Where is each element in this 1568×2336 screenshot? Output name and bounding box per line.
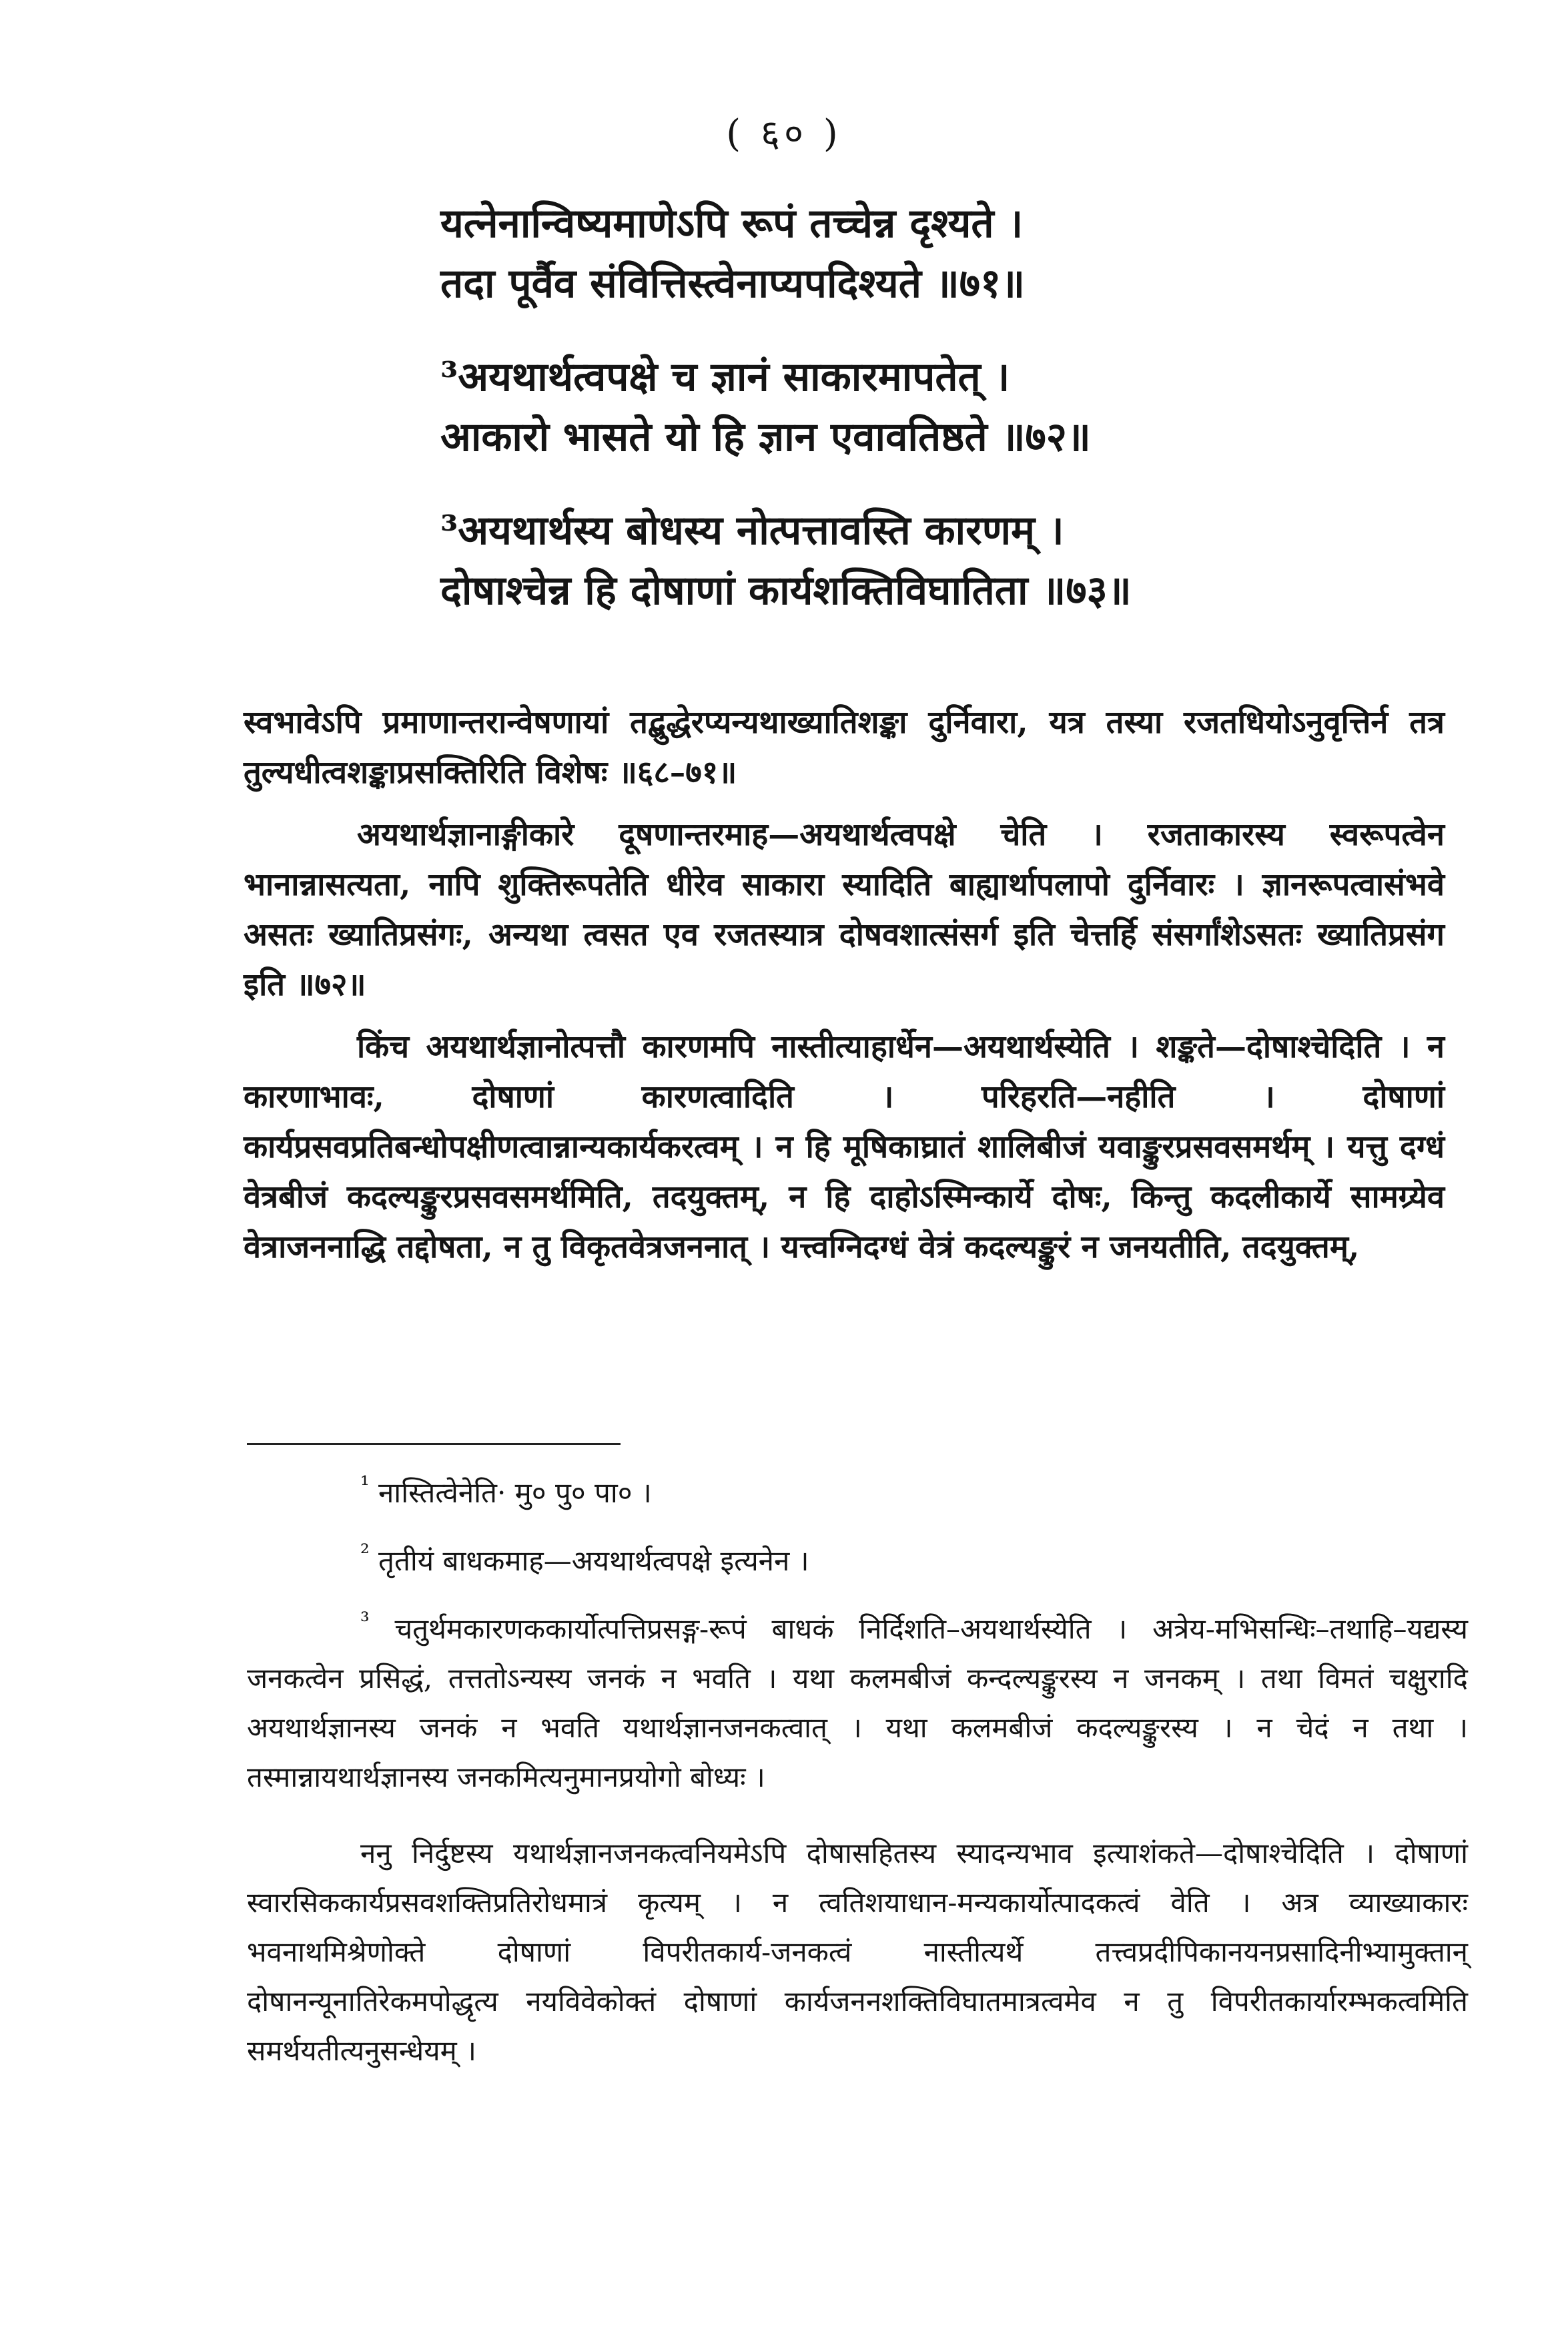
verse-line: ³अयथार्थत्वपक्षे च ज्ञानं साकारमापतेत् । xyxy=(440,354,1010,400)
footnote-mark: ² xyxy=(360,1540,370,1566)
commentary-paragraph: किंच अयथार्थज्ञानोत्पत्तौ कारणमपि नास्तीत्याहार्धेन—अयथार्थस्येति । शङ्कते—दोषाश्चेदिति । न कारणाभावः, दोषाणां कारणत्वादिति । परिहरति—नहीति । दोषाणां कार्यप्रसवप्रतिबन्धोपक्षीणत्वान्नान्यकार्यकरत्वम् । न हि मूषिकाघ्रातं शालिबीजं यवाङ्कुरप्रसवसमर्थम् । यत्तु दग्धं वेत्रबीजं कदल्यङ्कुरप्रसवसमर्थमिति, तदयुक्तम्, न हि दाहोऽस्मिन्कार्ये दोषः, किन्तु कदलीकार्ये सामग्र्येव वेत्राजननाद्धि तद्दोषता, न तु विकृतवेत्रजननात् । यत्त्वग्निदग्धं वेत्रं कदल्यङ्कुरं न जनयतीति, तदयुक्तम्, xyxy=(244,1029,1445,1265)
verse-line: तदा पूर्वैव संवित्तिस्त्वेनाप्यपदिश्यते ॥७१॥ xyxy=(440,260,1026,307)
footnote-text: तृतीयं बाधकमाह—अयथार्थत्वपक्षे इत्यनेन । xyxy=(378,1544,809,1577)
footnote xyxy=(247,1604,1468,1802)
footnote-text: नास्तित्वेनेति· मु० पु० पा० । xyxy=(378,1476,652,1509)
footnote-text: चतुर्थमकारणककार्योत्पत्तिप्रसङ्ग-रूपं बाधकं निर्दिशति–अयथार्थस्येति । अत्रेय-मभिसन्धिः–तथाहि–यद्यस्य जनकत्वेन प्रसिद्धं, तत्ततोऽन्यस्य जनकं न भवति । यथा कलमबीजं कन्दल्यङ्कुरस्य न जनकम् । तथा विमतं चक्षुरादि अयथार्थज्ञानस्य जनकं न भवति यथार्थज्ञानजनकत्वात् । यथा कलमबीजं कदल्यङ्कुरस्य । न चेदं न तथा । तस्मान्नायथार्थज्ञानस्य जनकमित्यनुमानप्रयोगो बोध्यः । xyxy=(247,1613,1468,1793)
commentary-paragraph: अयथार्थज्ञानाङ्गीकारे दूषणान्तरमाह—अयथार्थत्वपक्षे चेति । रजताकारस्य स्वरूपत्वेन भानान्नासत्यता, नापि शुक्तिरूपतेति धीरेव साकारा स्यादिति बाह्यार्थापलापो दुर्निवारः । ज्ञानरूपत्वासंभवे असतः ख्यातिप्रसंगः, अन्यथा त्वसत एव रजतस्यात्र दोषवशात्संसर्ग इति चेत्तर्हि संसर्गांशेऽसतः ख्यातिप्रसंग इति ॥७२॥ xyxy=(244,816,1445,1003)
page-number: ( ६० ) xyxy=(726,112,842,156)
footnote-divider xyxy=(247,1443,621,1445)
footnote xyxy=(247,1536,1468,1586)
verse-line: ³अयथार्थस्य बोधस्य नोत्पत्तावस्ति कारणम् । xyxy=(440,507,1064,554)
footnote-mark: ³ xyxy=(360,1608,370,1635)
verse-line: आकारो भासते यो हि ज्ञान एवावतिष्ठते ॥७२॥ xyxy=(440,414,1091,461)
footnote-continuation xyxy=(247,1829,1468,2076)
verse-line: दोषाश्चेन्न हि दोषाणां कार्यशक्तिविघातिता ॥७३॥ xyxy=(440,567,1132,614)
commentary-block xyxy=(244,697,1445,1284)
commentary-paragraph: स्वभावेऽपि प्रमाणान्तरान्वेषणायां तद्बुद्धेरप्यन्यथाख्यातिशङ्का दुर्निवारा, यत्र तस्या रजतधियोऽनुवृत्तिर्न तत्र तुल्यधीत्वशङ्काप्रसक्तिरिति विशेषः ॥६८–७१॥ xyxy=(244,704,1445,791)
verse-line: यत्नेनान्विष्यमाणेऽपि रूपं तच्चेन्न दृश्यते । xyxy=(440,200,1024,247)
footnotes-block xyxy=(247,1468,1468,2094)
verse-block xyxy=(440,194,1308,621)
footnote-text: ननु निर्दुष्टस्य यथार्थज्ञानजनकत्वनियमेऽपि दोषासहितस्य स्यादन्यभाव इत्याशंकते—दोषाश्चेदिति । दोषाणां स्वारसिककार्यप्रसवशक्तिप्रतिरोधमात्रं कृत्यम् । न त्वतिशयाधान-मन्यकार्योत्पादकत्वं वेति । अत्र व्याख्याकारः भवनाथमिश्रेणोक्ते दोषाणां विपरीतकार्य-जनकत्वं नास्तीत्यर्थे तत्त्वप्रदीपिकानयनप्रसादिनीभ्यामुक्तान् दोषानन्यूनातिरेकमपोद्धृत्य नयविवेकोक्तं दोषाणां कार्यजननशक्तिविघातमात्रत्वमेव न तु विपरीतकार्यारम्भकत्वमिति समर्थयतीत्यनुसन्धेयम् । xyxy=(247,1837,1468,2067)
footnote xyxy=(247,1468,1468,1518)
footnote-mark: ¹ xyxy=(360,1472,370,1498)
